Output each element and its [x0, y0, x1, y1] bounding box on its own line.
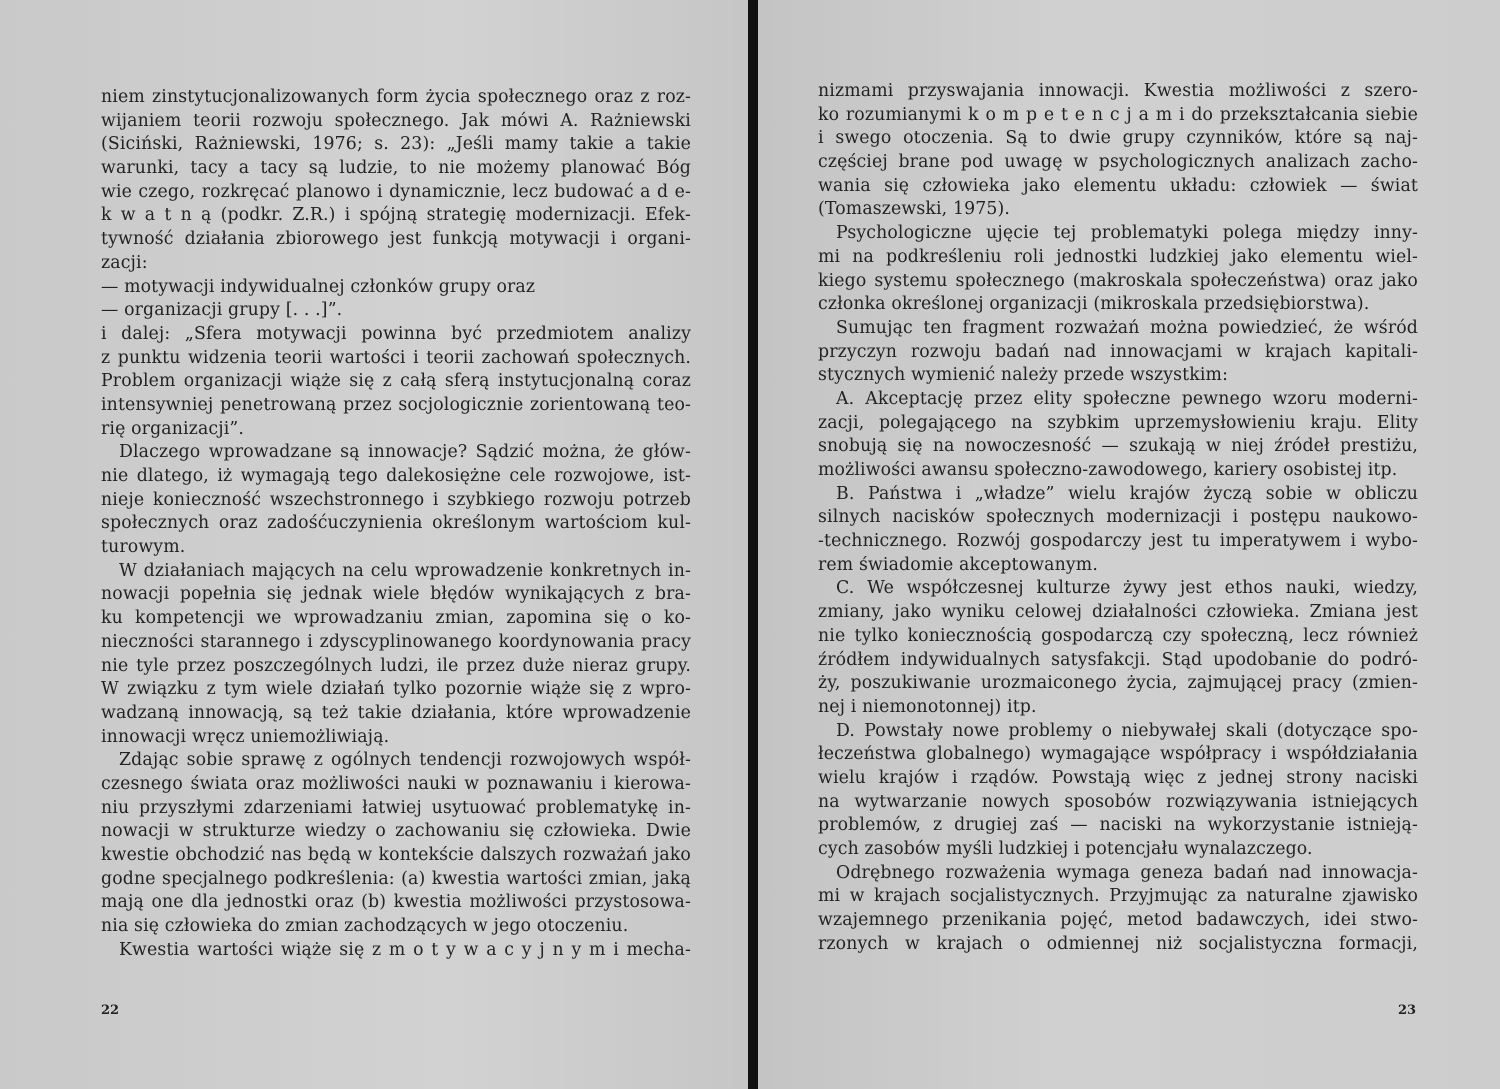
- text-line: społecznych oraz zadośćuczynienia określonym wartościom kul-: [101, 513, 691, 534]
- right-page-text: [818, 80, 1418, 956]
- text-line: W związku z tym wiele działań tylko pozornie wiąże się z wpro-: [101, 679, 691, 700]
- text-line: D. Powstały nowe problemy o niebywałej skali (dotyczące spo-: [836, 720, 1418, 741]
- text-line: snobują się na nowoczesność — szukają w niej źródeł prestiżu,: [818, 436, 1418, 457]
- right-page: [758, 0, 1500, 1089]
- text-line: nie tyle przez poszczególnych ludzi, ile przez duże nieraz grupy.: [101, 655, 691, 676]
- text-line: i swego otoczenia. Są to dwie grupy czynników, które są naj-: [818, 128, 1418, 149]
- text-line: (Tomaszewski, 1975).: [818, 199, 1011, 220]
- text-line: — motywacji indywidualnej członków grupy oraz: [101, 276, 536, 297]
- text-line: czesnego świata oraz możliwości nauki w poznawaniu i kierowa-: [101, 773, 691, 794]
- text-line: członka określonej organizacji (mikroskala przedsiębiorstwa).: [818, 294, 1370, 315]
- book-gutter: [748, 0, 758, 1089]
- text-line: nej i niemonotonnej) itp.: [818, 696, 1037, 717]
- text-line: wzajemnego przenikania pojęć, metod badawczych, idei stwo-: [818, 910, 1418, 931]
- text-line: nia się człowieka do zmian zachodzących w jego otoczeniu.: [101, 916, 629, 937]
- text-line: mi w krajach socjalistycznych. Przyjmując za naturalne zjawisko: [818, 886, 1418, 907]
- text-line: nowacji popełnia się jednak wiele błędów wynikających z bra-: [101, 584, 691, 605]
- text-line: Problem organizacji wiąże się z całą sferą instytucjonalną coraz: [101, 371, 691, 392]
- text-line: mi na podkreśleniu roli jednostki ludzkiej jako elementu wiel-: [818, 246, 1418, 267]
- text-line: godne specjalnego podkreślenia: (a) kwestia wartości zmian, jaką: [101, 868, 691, 889]
- text-line: zmiany, jako wyniku celowej działalności człowieka. Zmiana jest: [818, 602, 1418, 623]
- text-line: W działaniach mających na celu wprowadzenie konkretnych in-: [119, 560, 691, 581]
- text-line: silnych nacisków społecznych modernizacji i postępu naukowo-: [818, 507, 1418, 528]
- text-line: Dlaczego wprowadzane są innowacje? Sądzić można, że głów-: [119, 442, 691, 463]
- text-line: wielu krajów i rządów. Powstają więc z jednej strony naciski: [818, 767, 1418, 788]
- text-line: nieje konieczność wszechstronnego i szybkiego rozwoju potrzeb: [101, 489, 691, 510]
- text-line: B. Państwa i „władze” wielu krajów życzą sobie w obliczu: [836, 483, 1418, 504]
- text-line: wie czego, rozkręcać planowo i dynamicznie, lecz budować a d e-: [101, 181, 691, 202]
- text-line: Psychologiczne ujęcie tej problematyki polega między inny-: [836, 223, 1418, 244]
- text-line: nowacji w strukturze wiedzy o zachowaniu się człowieka. Dwie: [101, 821, 691, 842]
- right-page-number: 23: [1398, 1003, 1417, 1018]
- text-line: Sumując ten fragment rozważań można powiedzieć, że wśród: [836, 317, 1418, 338]
- text-line: niu przyszłymi zdarzeniami łatwiej usytuować problematykę in-: [101, 797, 691, 818]
- text-line: ży, poszukiwanie urozmaiconego życia, zajmującej pracy (zmien-: [818, 673, 1418, 694]
- text-line: ku kompetencji we wprowadzaniu zmian, zapomina się o ko-: [101, 608, 691, 629]
- text-line: ko rozumianymi k o m p e t e n c j a m i do przekształcania siebie: [818, 104, 1418, 125]
- text-line: zacji:: [101, 252, 148, 273]
- text-line: warunki, tacy a tacy są ludzie, to nie możemy planować Bóg: [101, 158, 691, 179]
- text-line: źródłem indywidualnych satysfakcji. Stąd upodobanie do podró-: [818, 649, 1418, 670]
- left-page: [0, 0, 748, 1089]
- text-line: rię organizacji”.: [101, 418, 245, 439]
- text-line: kwestie obchodzić nas będą w kontekście dalszych rozważań jako: [101, 845, 691, 865]
- text-line: stycznych wymienić należy przede wszystkim:: [818, 365, 1229, 386]
- text-line: turowym.: [101, 537, 186, 558]
- text-line: nizmami przyswajania innowacji. Kwestia możliwości z szero-: [818, 81, 1418, 101]
- text-line: zacji, polegającego na szybkim uprzemysłowieniu kraju. Elity: [818, 412, 1418, 433]
- text-line: możliwości awansu społeczno-zawodowego, kariery osobistej itp.: [818, 460, 1398, 480]
- text-line: wijaniem teorii rozwoju społecznego. Jak mówi A. Rażniewski: [101, 110, 691, 131]
- text-line: na wytwarzanie nowych sposobów rozwiązywania istniejących: [818, 791, 1418, 812]
- left-page-text: [101, 86, 691, 962]
- text-line: Odrębnego rozważenia wymaga geneza badań nad innowacja-: [836, 862, 1418, 883]
- text-line: niem zinstytucjonalizowanych form życia społecznego oraz z roz-: [101, 87, 691, 107]
- text-line: nieczności starannego i zdyscyplinowanego koordynowania pracy: [101, 631, 691, 652]
- text-line: rzonych w krajach o odmiennej niż socjalistyczna formacji,: [818, 933, 1418, 954]
- text-line: wania się człowieka jako elementu układu: człowiek — świat: [818, 175, 1418, 196]
- text-line: wadzaną innowacją, są też takie działania, które wprowadzenie: [101, 702, 691, 723]
- text-line: cych zasobów myśli ludzkiej i potencjału wynalazczego.: [818, 839, 1313, 859]
- text-line: innowacji wręcz uniemożliwiają.: [101, 726, 390, 747]
- text-line: tywność działania zbiorowego jest funkcją motywacji i organi-: [101, 229, 691, 250]
- text-line: (Siciński, Rażniewski, 1976; s. 23): „Jeśli mamy takie a takie: [101, 134, 691, 155]
- text-line: problemów, z drugiej zaś — naciski na wykorzystanie istnieją-: [818, 815, 1418, 836]
- text-line: częściej brane pod uwagę w psychologicznych analizach zacho-: [818, 152, 1418, 173]
- text-line: nie tylko koniecznością gospodarczą czy społeczną, lecz również: [818, 625, 1418, 646]
- text-line: kiego systemu społecznego (makroskala społeczeństwa) oraz jako: [818, 270, 1418, 291]
- text-line: — organizacji grupy [. . .]”.: [101, 300, 343, 321]
- text-line: Zdając sobie sprawę z ogólnych tendencji rozwojowych współ-: [119, 750, 691, 771]
- text-line: łeczeństwa globalnego) wymagające współpracy i współdziałania: [818, 744, 1418, 765]
- text-line: nie dlatego, iż wymagają tego dalekosiężne cele rozwojowe, ist-: [101, 466, 691, 486]
- text-line: C. We współczesnej kulturze żywy jest ethos nauki, wiedzy,: [836, 578, 1418, 599]
- text-line: rem świadomie akceptowanym.: [818, 554, 1098, 575]
- text-line: -technicznego. Rozwój gospodarczy jest tu imperatywem i wybo-: [818, 531, 1418, 552]
- text-line: intensywniej penetrowaną przez socjologicznie zorientowaną teo-: [101, 394, 691, 415]
- text-line: A. Akceptację przez elity społeczne pewnego wzoru moderni-: [836, 388, 1418, 409]
- text-line: i dalej: „Sfera motywacji powinna być przedmiotem analizy: [101, 323, 691, 344]
- text-line: Kwestia wartości wiąże się z m o t y w a c y j n y m i mecha-: [119, 939, 691, 960]
- text-line: mają one dla jednostki oraz (b) kwestia możliwości przystosowa-: [101, 892, 691, 913]
- text-line: przyczyn rozwoju badań nad innowacjami w krajach kapitali-: [818, 341, 1418, 362]
- text-line: z punktu widzenia teorii wartości i teorii zachowań społecznych.: [101, 347, 691, 368]
- left-page-number: 22: [101, 1003, 120, 1018]
- text-line: k w a t n ą (podkr. Z.R.) i spójną strategię modernizacji. Efek-: [101, 205, 691, 226]
